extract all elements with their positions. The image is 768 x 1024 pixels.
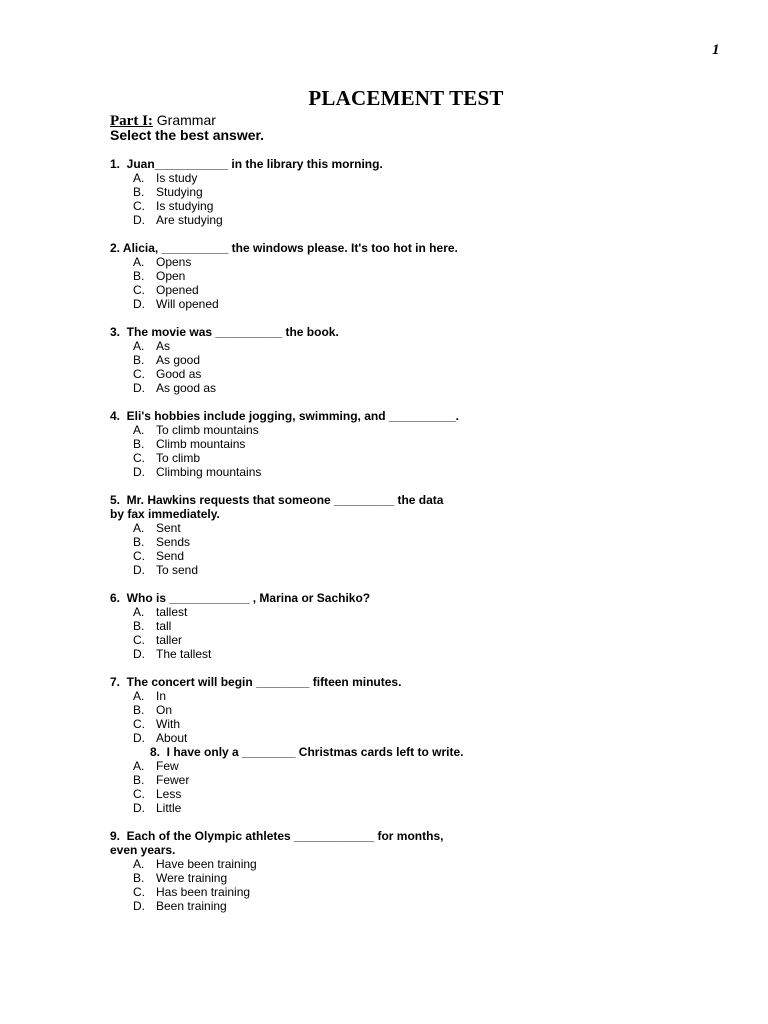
part-name: Grammar — [156, 112, 216, 128]
question-text: 6. Who is ____________ , Marina or Sachiko? — [110, 591, 371, 605]
option-a: A. Is study — [133, 171, 198, 185]
option-c: C. Good as — [133, 367, 202, 381]
option-b: B. tall — [133, 619, 172, 633]
option-b: B. Were training — [133, 871, 228, 885]
option-b: B. Open — [133, 269, 186, 283]
option-d: D. Little — [133, 801, 182, 815]
option-d: D. Climbing mountains — [133, 465, 262, 479]
question-text: 9. Each of the Olympic athletes ____________ for months, even years. — [110, 829, 444, 857]
part-label: Part I: — [110, 113, 153, 129]
option-a: A. Few — [133, 759, 179, 773]
option-a: A. As — [133, 339, 171, 353]
question-text: 7. The concert will begin ________ fifteen minutes. — [110, 675, 402, 689]
instruction: Select the best answer. — [110, 127, 265, 143]
option-c: C. To climb — [133, 451, 201, 465]
option-d: D. Been training — [133, 899, 227, 913]
question-text: 5. Mr. Hawkins requests that someone _________ the data by fax immediately. — [110, 493, 444, 521]
option-d: D. As good as — [133, 381, 217, 395]
option-d: D. To send — [133, 563, 199, 577]
question-text: 3. The movie was __________ the book. — [110, 325, 339, 339]
question-2 — [110, 241, 458, 311]
option-a: A. Sent — [133, 521, 181, 535]
option-c: C. Is studying — [133, 199, 214, 213]
option-d: D. The tallest — [133, 647, 212, 661]
option-c: C. Opened — [133, 283, 199, 297]
option-b: B. Climb mountains — [133, 437, 246, 451]
question-text: 2. Alicia, __________ the windows please. It's too hot in here. — [110, 241, 458, 255]
option-c: C. Send — [133, 549, 185, 563]
option-a: A. tallest — [133, 605, 188, 619]
option-c: C. Has been training — [133, 885, 251, 899]
question-4 — [110, 409, 459, 479]
question-3 — [110, 325, 339, 395]
page-number: 1 — [712, 42, 720, 58]
option-a: A. Opens — [133, 255, 192, 269]
page-title: PLACEMENT TEST — [308, 86, 504, 110]
question-text: 8. I have only a ________ Christmas cards left to write. — [110, 745, 464, 759]
option-d: D. Will opened — [133, 297, 219, 311]
option-d: D. Are studying — [133, 213, 223, 227]
option-d: D. About — [133, 731, 188, 745]
option-b: B. On — [133, 703, 173, 717]
option-c: C. With — [133, 717, 180, 731]
question-7 — [110, 675, 401, 745]
option-b: B. Fewer — [133, 773, 190, 787]
option-a: A. In — [133, 689, 167, 703]
question-text: 1. Juan___________ in the library this morning. — [110, 157, 383, 171]
option-c: C. Less — [133, 787, 182, 801]
question-6 — [110, 591, 370, 661]
option-b: B. Sends — [133, 535, 191, 549]
option-a: A. Have been training — [133, 857, 257, 871]
question-1 — [110, 157, 383, 227]
question-9 — [110, 829, 443, 913]
question-5 — [110, 493, 443, 577]
option-b: B. Studying — [133, 185, 203, 199]
question-8 — [110, 745, 463, 815]
option-c: C. taller — [133, 633, 183, 647]
option-a: A. To climb mountains — [133, 423, 259, 437]
question-text: 4. Eli's hobbies include jogging, swimming, and __________. — [110, 409, 459, 423]
option-b: B. As good — [133, 353, 201, 367]
